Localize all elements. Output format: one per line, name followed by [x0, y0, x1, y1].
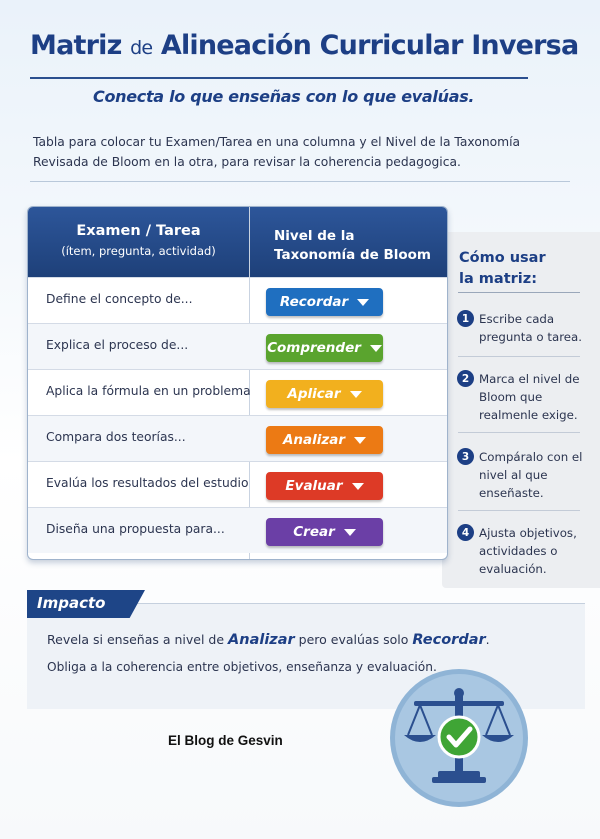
column-header-level-line1: Nivel de la — [274, 228, 355, 244]
column-header-task — [28, 223, 249, 258]
step-number-badge: 2 — [457, 370, 474, 387]
chevron-down-icon — [357, 299, 369, 306]
task-cell: Diseña una propuesta para... — [46, 522, 225, 536]
table-row — [28, 277, 447, 323]
impact-line-1 — [47, 632, 490, 648]
table-row — [28, 461, 447, 507]
footer-brand: El Blog de Gesvin — [168, 733, 283, 748]
chevron-down-icon — [354, 437, 366, 444]
column-header-task-title: Examen / Tarea — [76, 223, 201, 239]
title-connector: de — [130, 37, 153, 59]
page-description: Tabla para colocar tu Examen/Tarea en una columna y el Nivel de la Taxonomía Revisada de Bloom en la otra, para revisar la coherencia pedagogica. — [33, 135, 521, 169]
impact-label: Impacto — [37, 594, 106, 612]
chevron-down-icon — [350, 391, 362, 398]
bloom-level-label: Aplicar — [287, 386, 341, 402]
chevron-down-icon — [370, 345, 382, 352]
impact-line-1-prefix: Revela si enseñas a nivel de — [47, 632, 225, 647]
table-row — [28, 507, 447, 553]
table-row — [28, 323, 447, 369]
task-cell: Evalúa los resultados del estudio — [46, 476, 249, 490]
table-row — [28, 415, 447, 461]
step-number-badge: 3 — [457, 448, 474, 465]
task-cell: Define el concepto de... — [46, 292, 193, 306]
page-title — [30, 30, 579, 61]
impact-line-1-end: . — [485, 632, 490, 647]
howto-divider — [458, 292, 580, 293]
bloom-level-dropdown[interactable] — [266, 426, 383, 454]
step-number-badge: 4 — [457, 524, 474, 541]
alignment-matrix — [27, 206, 448, 560]
bloom-level-dropdown[interactable] — [266, 288, 383, 316]
matrix-header — [28, 207, 447, 277]
column-header-level-line2: Taxonomía de Bloom — [274, 247, 432, 263]
bloom-level-dropdown[interactable] — [266, 472, 383, 500]
chevron-down-icon — [352, 483, 364, 490]
title-part1: Matriz — [30, 30, 122, 61]
impact-highlight-analizar: Analizar — [228, 632, 295, 648]
step-text: Ajusta objetivos, actividades o evaluación. — [479, 526, 577, 576]
step-text: Escribe cada pregunta o tarea. — [479, 312, 583, 344]
howto-title — [459, 248, 546, 290]
bloom-level-label: Analizar — [282, 432, 346, 448]
check-icon — [439, 717, 479, 757]
table-row — [28, 369, 447, 415]
task-cell: Aplica la fórmula en un problema — [46, 384, 251, 398]
impact-line-1-mid: pero evalúas solo — [298, 632, 409, 647]
title-part2: Alineación Curricular Inversa — [160, 30, 579, 61]
bloom-level-dropdown[interactable] — [266, 334, 383, 362]
column-header-level — [274, 227, 431, 265]
howto-title-line1: Cómo usar — [459, 250, 546, 266]
step-divider — [458, 510, 580, 511]
column-header-task-subtitle: (ítem, pregunta, actividad) — [61, 244, 216, 258]
description-divider — [30, 181, 570, 182]
balance-scale-icon — [388, 667, 530, 809]
chevron-down-icon — [344, 529, 356, 536]
bloom-level-label: Comprender — [267, 340, 361, 356]
bloom-level-label: Evaluar — [285, 478, 343, 494]
step-text: Compáralo con el nivel al que enseñaste. — [479, 450, 583, 500]
title-divider — [30, 77, 528, 79]
howto-title-line2: la matriz: — [459, 271, 537, 287]
impact-line-2: Obliga a la coherencia entre objetivos, enseñanza y evaluación. — [47, 660, 437, 674]
impact-highlight-recordar: Recordar — [412, 632, 486, 648]
bloom-level-label: Recordar — [279, 294, 349, 310]
step-text: Marca el nivel de Bloom que realmenle exige. — [479, 372, 580, 422]
howto-panel — [442, 232, 600, 588]
step-divider — [458, 356, 580, 357]
task-cell: Compara dos teorías... — [46, 430, 186, 444]
bloom-level-label: Crear — [293, 524, 335, 540]
task-cell: Explica el proceso de... — [46, 338, 189, 352]
step-number-badge: 1 — [457, 310, 474, 327]
bloom-level-dropdown[interactable] — [266, 518, 383, 546]
bloom-level-dropdown[interactable] — [266, 380, 383, 408]
page-subtitle: Conecta lo que enseñas con lo que evalúas. — [93, 87, 475, 106]
step-divider — [458, 432, 580, 433]
